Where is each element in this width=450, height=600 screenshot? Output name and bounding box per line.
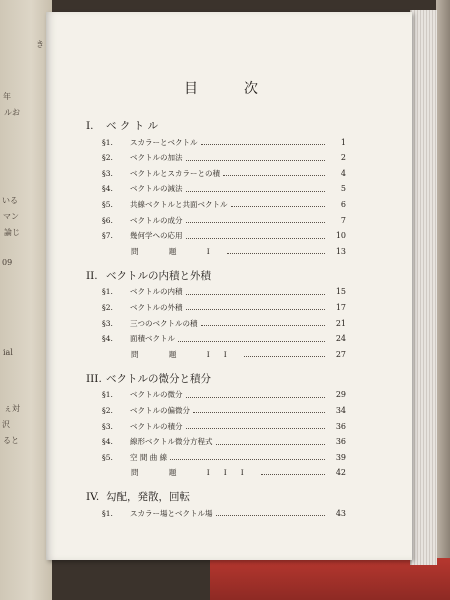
section-number: §3. (102, 168, 113, 178)
section-title: ベクトルの外積 (130, 302, 183, 312)
section-number: §3. (102, 318, 113, 328)
toc-entry (102, 136, 346, 148)
chapter-number: III. (86, 372, 102, 385)
section-number: §4. (102, 437, 113, 447)
section-title: ベクトルの減法 (130, 184, 183, 194)
section-title: ベクトルの偏微分 (130, 405, 190, 415)
page-number: 24 (335, 334, 346, 344)
dot-leader (261, 474, 325, 475)
dot-leader (223, 174, 325, 176)
dot-leader (186, 237, 326, 239)
dot-leader (227, 253, 325, 254)
dot-leader (178, 340, 325, 342)
toc-entry (102, 451, 346, 463)
dot-leader (186, 427, 326, 429)
dot-leader (186, 396, 326, 398)
left-page-text: 論じ (4, 228, 20, 237)
chapter-title: 勾配，発散，回転 (106, 491, 190, 504)
section-number: §1. (102, 390, 113, 400)
page-number: 2 (340, 153, 346, 163)
left-page-text: ぇ対 (4, 404, 20, 413)
page-number: 5 (340, 184, 346, 194)
left-page-text: 09 (2, 258, 13, 267)
toc-entry (102, 420, 346, 432)
dot-leader (186, 159, 326, 161)
section-number: §4. (102, 334, 113, 344)
chapter-title: ベクトルの微分と積分 (106, 372, 211, 385)
page-stack-edge (410, 10, 437, 565)
page-number: 10 (335, 231, 346, 241)
chapter-title: ベクトルの内積と外積 (106, 269, 211, 282)
page-number: 34 (335, 405, 346, 415)
section-number: §4. (102, 184, 113, 194)
section-title: ベクトルの微分 (130, 390, 183, 400)
left-page-edge (0, 0, 52, 600)
section-number: §3. (102, 421, 113, 431)
page-number: 43 (335, 508, 346, 518)
section-title: ベクトルの積分 (130, 421, 183, 431)
page-number: 17 (335, 302, 346, 312)
dot-leader (186, 308, 326, 310)
dot-leader (170, 458, 325, 460)
page-number: 36 (335, 421, 346, 431)
toc-entry (102, 317, 346, 329)
problem-entry (131, 245, 346, 257)
dot-leader (186, 221, 326, 223)
page-number: 29 (335, 390, 346, 400)
section-title: ベクトルの加法 (130, 153, 183, 163)
page-number: 15 (335, 287, 346, 297)
section-number: §1. (102, 287, 113, 297)
section-number: §1. (102, 508, 113, 518)
background-surface (436, 0, 450, 600)
section-title: 面積ベクトル (130, 334, 175, 344)
section-title: ベクトルとスカラーとの積 (130, 168, 220, 178)
section-number: §7. (102, 231, 113, 241)
problem-entry (131, 348, 346, 360)
page-number: 7 (340, 215, 346, 225)
section-title: スカラーとベクトル (130, 137, 198, 147)
page-number: 21 (335, 318, 346, 328)
toc-entry (102, 404, 346, 416)
dot-leader (193, 411, 325, 413)
page-number: 39 (335, 452, 346, 462)
chapter-number: IV. (86, 491, 100, 504)
section-title: 幾何学への応用 (130, 231, 183, 241)
section-title: 共線ベクトルと共面ベクトル (130, 199, 228, 209)
page-number: 4 (340, 168, 346, 178)
toc-page (46, 12, 412, 560)
toc-entry (102, 183, 346, 195)
section-number: §2. (102, 405, 113, 415)
problem-title: 問 題 II (131, 349, 241, 359)
left-page-text: ると (3, 436, 19, 445)
toc-entry (102, 230, 346, 242)
problem-title: 問 題 III (131, 468, 258, 478)
toc-entry (102, 167, 346, 179)
dot-leader (216, 514, 326, 516)
page-number: 36 (335, 437, 346, 447)
section-title: ベクトルの成分 (130, 215, 183, 225)
section-title: スカラー場とベクトル場 (130, 508, 213, 518)
toc-entry (102, 152, 346, 164)
chapter-heading (86, 118, 158, 133)
dot-leader (186, 293, 326, 295)
toc-entry (102, 389, 346, 401)
page-number: 13 (335, 246, 346, 256)
left-page-text: ial (3, 348, 13, 357)
section-number: §2. (102, 302, 113, 312)
toc-entry (102, 507, 346, 519)
section-number: §2. (102, 153, 113, 163)
chapter-title: ベ ク ト ル (106, 120, 159, 132)
section-number: §1. (102, 137, 113, 147)
dot-leader (186, 190, 326, 192)
section-number: §5. (102, 452, 113, 462)
problem-entry (131, 467, 346, 479)
section-title: ベクトルの内積 (130, 287, 183, 297)
chapter-number: I. (86, 120, 94, 132)
chapter-number: II. (86, 269, 98, 282)
toc-entry (102, 198, 346, 210)
left-page-text: き (36, 40, 44, 49)
section-number: §5. (102, 199, 113, 209)
dot-leader (216, 443, 326, 445)
toc-entry (102, 333, 346, 345)
left-page-text: ルお (4, 108, 20, 117)
left-page-text: マン (3, 212, 19, 221)
chapter-heading (86, 489, 190, 504)
page-number: 1 (340, 137, 346, 147)
left-page-text: 年 (3, 92, 11, 101)
chapter-heading (86, 268, 211, 283)
section-title: 空 間 曲 線 (130, 452, 168, 462)
page-number: 42 (335, 468, 346, 478)
page-number: 27 (335, 349, 346, 359)
left-page-text: 沢 (2, 420, 10, 429)
section-number: §6. (102, 215, 113, 225)
dot-leader (231, 205, 326, 207)
chapter-heading (86, 371, 211, 386)
problem-title: 問 題 I (131, 246, 224, 256)
page-title: 目 次 (184, 81, 274, 97)
left-page-text: いる (2, 196, 18, 205)
toc-entry (102, 214, 346, 226)
toc-entry (102, 436, 346, 448)
dot-leader (201, 324, 326, 326)
toc-entry (102, 301, 346, 313)
dot-leader (244, 356, 325, 357)
dot-leader (201, 143, 326, 145)
section-title: 線形ベクトル微分方程式 (130, 437, 213, 447)
page-number: 6 (340, 199, 346, 209)
toc-entry (102, 286, 346, 298)
section-title: 三つのベクトルの積 (130, 318, 198, 328)
